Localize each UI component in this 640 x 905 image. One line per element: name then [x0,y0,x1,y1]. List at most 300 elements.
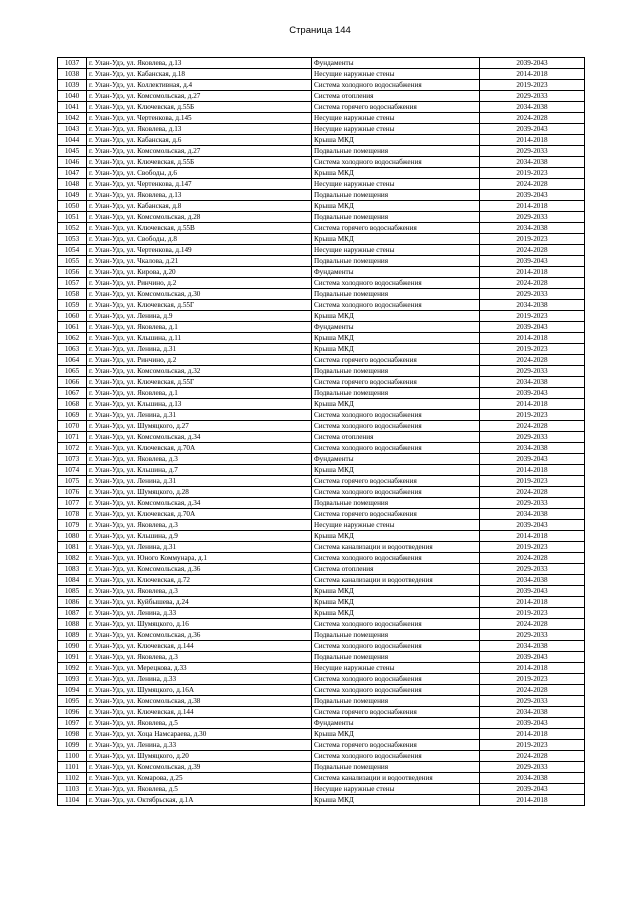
house-address-cell: г. Улан-Удэ, ул. Комсомольская, д.34 [87,432,312,443]
table-row [58,641,585,652]
row-number-cell: 1040 [58,91,87,102]
house-address-cell: г. Улан-Удэ, ул. Ключевская, д.55Г [87,377,312,388]
row-number-cell: 1047 [58,168,87,179]
house-address-cell: г. Улан-Удэ, ул. Комсомольская, д.27 [87,91,312,102]
repair-period-cell: 2039-2043 [480,190,585,201]
repair-period-cell: 2034-2038 [480,157,585,168]
row-number-cell: 1044 [58,135,87,146]
repair-period-cell: 2014-2018 [480,531,585,542]
registry-table [57,57,585,806]
house-address-cell: г. Улан-Удэ, ул. Кльшина, д.11 [87,333,312,344]
table-row [58,201,585,212]
repair-period-cell: 2024-2028 [480,619,585,630]
repair-period-cell: 2014-2018 [480,201,585,212]
repair-period-cell: 2029-2033 [480,91,585,102]
structural-element-cell: Крыша МКД [312,201,480,212]
table-row [58,311,585,322]
structural-element-cell: Крыша МКД [312,795,480,806]
row-number-cell: 1081 [58,542,87,553]
table-row [58,58,585,69]
repair-period-cell: 2019-2023 [480,234,585,245]
repair-period-cell: 2019-2023 [480,80,585,91]
table-row [58,421,585,432]
repair-period-cell: 2039-2043 [480,586,585,597]
table-row [58,509,585,520]
structural-element-cell: Система горячего водоснабжения [312,377,480,388]
structural-element-cell: Фундаменты [312,454,480,465]
table-row [58,300,585,311]
house-address-cell: г. Улан-Удэ, ул. Свободы, д.8 [87,234,312,245]
house-address-cell: г. Улан-Удэ, ул. Яковлева, д.13 [87,58,312,69]
row-number-cell: 1054 [58,245,87,256]
row-number-cell: 1091 [58,652,87,663]
table-row [58,795,585,806]
table-row [58,707,585,718]
structural-element-cell: Крыша МКД [312,729,480,740]
row-number-cell: 1080 [58,531,87,542]
house-address-cell: г. Улан-Удэ, ул. Шумяцкого, д.16 [87,619,312,630]
structural-element-cell: Крыша МКД [312,168,480,179]
table-row [58,190,585,201]
house-address-cell: г. Улан-Удэ, ул. Чертенкова, д.149 [87,245,312,256]
house-address-cell: г. Улан-Удэ, ул. Чертенкова, д.147 [87,179,312,190]
page-title: Страница 144 [289,25,351,36]
repair-period-cell: 2039-2043 [480,718,585,729]
row-number-cell: 1067 [58,388,87,399]
table-row [58,289,585,300]
table-row [58,652,585,663]
structural-element-cell: Система холодного водоснабжения [312,641,480,652]
repair-period-cell: 2024-2028 [480,278,585,289]
house-address-cell: г. Улан-Удэ, ул. Комсомольская, д.34 [87,498,312,509]
repair-period-cell: 2024-2028 [480,113,585,124]
row-number-cell: 1050 [58,201,87,212]
house-address-cell: г. Улан-Удэ, ул. Шумяцкого, д.16А [87,685,312,696]
house-address-cell: г. Улан-Удэ, ул. Ключевская, д.144 [87,707,312,718]
house-address-cell: г. Улан-Удэ, ул. Чертенкова, д.145 [87,113,312,124]
row-number-cell: 1104 [58,795,87,806]
row-number-cell: 1085 [58,586,87,597]
repair-period-cell: 2014-2018 [480,333,585,344]
house-address-cell: г. Улан-Удэ, ул. Кльшина, д.7 [87,465,312,476]
repair-period-cell: 2019-2023 [480,674,585,685]
row-number-cell: 1090 [58,641,87,652]
row-number-cell: 1103 [58,784,87,795]
repair-period-cell: 2019-2023 [480,168,585,179]
table-row [58,663,585,674]
structural-element-cell: Крыша МКД [312,597,480,608]
structural-element-cell: Система горячего водоснабжения [312,740,480,751]
table-row [58,113,585,124]
structural-element-cell: Система канализации и водоотведения [312,575,480,586]
repair-period-cell: 2014-2018 [480,465,585,476]
house-address-cell: г. Улан-Удэ, ул. Яковлева, д.3 [87,454,312,465]
table-row [58,773,585,784]
table-row [58,586,585,597]
row-number-cell: 1092 [58,663,87,674]
row-number-cell: 1094 [58,685,87,696]
house-address-cell: г. Улан-Удэ, ул. Ленина, д.31 [87,410,312,421]
table-row [58,344,585,355]
table-row [58,366,585,377]
structural-element-cell: Система холодного водоснабжения [312,751,480,762]
row-number-cell: 1076 [58,487,87,498]
table-row [58,487,585,498]
row-number-cell: 1056 [58,267,87,278]
repair-period-cell: 2019-2023 [480,344,585,355]
repair-period-cell: 2019-2023 [480,311,585,322]
table-row [58,531,585,542]
house-address-cell: г. Улан-Удэ, ул. Ленина, д.33 [87,740,312,751]
repair-period-cell: 2034-2038 [480,773,585,784]
house-address-cell: г. Улан-Удэ, ул. Хоца Намсараева, д.30 [87,729,312,740]
house-address-cell: г. Улан-Удэ, ул. Яковлева, д.5 [87,784,312,795]
structural-element-cell: Подвальные помещения [312,388,480,399]
structural-element-cell: Система горячего водоснабжения [312,509,480,520]
house-address-cell: г. Улан-Удэ, ул. Кльшина, д.9 [87,531,312,542]
table-row [58,619,585,630]
structural-element-cell: Несущие наружные стены [312,69,480,80]
row-number-cell: 1059 [58,300,87,311]
row-number-cell: 1045 [58,146,87,157]
structural-element-cell: Система горячего водоснабжения [312,476,480,487]
table-row [58,762,585,773]
repair-period-cell: 2029-2033 [480,289,585,300]
row-number-cell: 1061 [58,322,87,333]
repair-period-cell: 2029-2033 [480,432,585,443]
house-address-cell: г. Улан-Удэ, ул. Ленина, д.31 [87,344,312,355]
row-number-cell: 1101 [58,762,87,773]
row-number-cell: 1058 [58,289,87,300]
house-address-cell: г. Улан-Удэ, ул. Яковлева, д.1 [87,322,312,333]
table-row [58,674,585,685]
repair-period-cell: 2034-2038 [480,223,585,234]
structural-element-cell: Фундаменты [312,718,480,729]
house-address-cell: г. Улан-Удэ, ул. Ключевская, д.55Б [87,102,312,113]
repair-period-cell: 2034-2038 [480,509,585,520]
repair-period-cell: 2024-2028 [480,179,585,190]
repair-period-cell: 2039-2043 [480,784,585,795]
table-row [58,69,585,80]
structural-element-cell: Система холодного водоснабжения [312,410,480,421]
table-row [58,718,585,729]
row-number-cell: 1052 [58,223,87,234]
house-address-cell: г. Улан-Удэ, ул. Октябрьская, д.1А [87,795,312,806]
structural-element-cell: Крыша МКД [312,531,480,542]
house-address-cell: г. Улан-Удэ, ул. Кирова, д.20 [87,267,312,278]
structural-element-cell: Система отопления [312,432,480,443]
row-number-cell: 1097 [58,718,87,729]
table-row [58,751,585,762]
row-number-cell: 1093 [58,674,87,685]
table-row [58,696,585,707]
house-address-cell: г. Улан-Удэ, ул. Свободы, д.6 [87,168,312,179]
structural-element-cell: Система холодного водоснабжения [312,300,480,311]
table-row [58,245,585,256]
structural-element-cell: Система горячего водоснабжения [312,355,480,366]
house-address-cell: г. Улан-Удэ, ул. Яковлева, д.1 [87,388,312,399]
house-address-cell: г. Улан-Удэ, ул. Ринчино, д.2 [87,355,312,366]
house-address-cell: г. Улан-Удэ, ул. Ленина, д.31 [87,542,312,553]
structural-element-cell: Несущие наружные стены [312,179,480,190]
row-number-cell: 1063 [58,344,87,355]
house-address-cell: г. Улан-Удэ, ул. Ключевская, д.72 [87,575,312,586]
table-row [58,256,585,267]
table-row [58,520,585,531]
row-number-cell: 1070 [58,421,87,432]
row-number-cell: 1051 [58,212,87,223]
structural-element-cell: Подвальные помещения [312,652,480,663]
table-row [58,432,585,443]
table-row [58,146,585,157]
row-number-cell: 1100 [58,751,87,762]
row-number-cell: 1099 [58,740,87,751]
house-address-cell: г. Улан-Удэ, ул. Кабанская, д.18 [87,69,312,80]
structural-element-cell: Подвальные помещения [312,630,480,641]
table-row [58,597,585,608]
structural-element-cell: Система холодного водоснабжения [312,674,480,685]
repair-period-cell: 2039-2043 [480,454,585,465]
structural-element-cell: Подвальные помещения [312,696,480,707]
structural-element-cell: Подвальные помещения [312,212,480,223]
row-number-cell: 1043 [58,124,87,135]
row-number-cell: 1062 [58,333,87,344]
house-address-cell: г. Улан-Удэ, ул. Комсомольская, д.36 [87,630,312,641]
row-number-cell: 1089 [58,630,87,641]
row-number-cell: 1073 [58,454,87,465]
row-number-cell: 1087 [58,608,87,619]
house-address-cell: г. Улан-Удэ, ул. Яковлева, д.3 [87,586,312,597]
structural-element-cell: Несущие наружные стены [312,113,480,124]
house-address-cell: г. Улан-Удэ, ул. Яковлева, д.13 [87,190,312,201]
house-address-cell: г. Улан-Удэ, ул. Комсомольская, д.36 [87,564,312,575]
repair-period-cell: 2034-2038 [480,443,585,454]
table-row [58,135,585,146]
row-number-cell: 1074 [58,465,87,476]
house-address-cell: г. Улан-Удэ, ул. Кльшина, д.13 [87,399,312,410]
repair-period-cell: 2039-2043 [480,520,585,531]
table-row [58,377,585,388]
repair-period-cell: 2024-2028 [480,685,585,696]
structural-element-cell: Несущие наружные стены [312,663,480,674]
repair-period-cell: 2014-2018 [480,69,585,80]
structural-element-cell: Подвальные помещения [312,146,480,157]
repair-period-cell: 2029-2033 [480,564,585,575]
row-number-cell: 1068 [58,399,87,410]
house-address-cell: г. Улан-Удэ, ул. Ленина, д.33 [87,674,312,685]
repair-period-cell: 2029-2033 [480,696,585,707]
table-row [58,322,585,333]
row-number-cell: 1037 [58,58,87,69]
structural-element-cell: Крыша МКД [312,333,480,344]
row-number-cell: 1077 [58,498,87,509]
table-row [58,454,585,465]
repair-period-cell: 2034-2038 [480,641,585,652]
structural-element-cell: Фундаменты [312,267,480,278]
repair-period-cell: 2014-2018 [480,135,585,146]
structural-element-cell: Система холодного водоснабжения [312,553,480,564]
structural-element-cell: Крыша МКД [312,135,480,146]
row-number-cell: 1096 [58,707,87,718]
table-row [58,498,585,509]
structural-element-cell: Крыша МКД [312,399,480,410]
table-row [58,168,585,179]
table-row [58,267,585,278]
repair-period-cell: 2024-2028 [480,751,585,762]
table-row [58,388,585,399]
structural-element-cell: Система горячего водоснабжения [312,707,480,718]
repair-period-cell: 2014-2018 [480,597,585,608]
row-number-cell: 1102 [58,773,87,784]
row-number-cell: 1065 [58,366,87,377]
house-address-cell: г. Улан-Удэ, ул. Ключевская, д.55Г [87,300,312,311]
table-row [58,784,585,795]
structural-element-cell: Подвальные помещения [312,498,480,509]
table-row [58,80,585,91]
table-row [58,608,585,619]
repair-period-cell: 2029-2033 [480,762,585,773]
repair-period-cell: 2014-2018 [480,729,585,740]
house-address-cell: г. Улан-Удэ, ул. Комсомольская, д.28 [87,212,312,223]
repair-period-cell: 2034-2038 [480,707,585,718]
structural-element-cell: Система холодного водоснабжения [312,157,480,168]
house-address-cell: г. Улан-Удэ, ул. Ринчино, д.2 [87,278,312,289]
repair-period-cell: 2024-2028 [480,355,585,366]
table-row [58,102,585,113]
row-number-cell: 1049 [58,190,87,201]
repair-period-cell: 2014-2018 [480,795,585,806]
row-number-cell: 1095 [58,696,87,707]
row-number-cell: 1098 [58,729,87,740]
house-address-cell: г. Улан-Удэ, ул. Куйбышева, д.24 [87,597,312,608]
house-address-cell: г. Улан-Удэ, ул. Яковлева, д.3 [87,652,312,663]
repair-period-cell: 2034-2038 [480,300,585,311]
row-number-cell: 1086 [58,597,87,608]
table-row [58,553,585,564]
row-number-cell: 1046 [58,157,87,168]
house-address-cell: г. Улан-Удэ, ул. Мерецкова, д.33 [87,663,312,674]
row-number-cell: 1084 [58,575,87,586]
row-number-cell: 1079 [58,520,87,531]
table-row [58,729,585,740]
house-address-cell: г. Улан-Удэ, ул. Яковлева, д.13 [87,124,312,135]
repair-period-cell: 2039-2043 [480,256,585,267]
house-address-cell: г. Улан-Удэ, ул. Ключевская, д.144 [87,641,312,652]
repair-period-cell: 2019-2023 [480,740,585,751]
row-number-cell: 1066 [58,377,87,388]
structural-element-cell: Система холодного водоснабжения [312,443,480,454]
repair-period-cell: 2019-2023 [480,542,585,553]
house-address-cell: г. Улан-Удэ, ул. Юного Коммунара, д.1 [87,553,312,564]
house-address-cell: г. Улан-Удэ, ул. Шумяцкого, д.28 [87,487,312,498]
repair-period-cell: 2039-2043 [480,58,585,69]
table-row [58,476,585,487]
row-number-cell: 1083 [58,564,87,575]
structural-element-cell: Крыша МКД [312,344,480,355]
house-address-cell: г. Улан-Удэ, ул. Комсомольская, д.30 [87,289,312,300]
row-number-cell: 1075 [58,476,87,487]
repair-period-cell: 2029-2033 [480,498,585,509]
row-number-cell: 1071 [58,432,87,443]
structural-element-cell: Система холодного водоснабжения [312,278,480,289]
structural-element-cell: Несущие наружные стены [312,520,480,531]
structural-element-cell: Система горячего водоснабжения [312,102,480,113]
table-row [58,564,585,575]
structural-element-cell: Система холодного водоснабжения [312,487,480,498]
repair-period-cell: 2024-2028 [480,245,585,256]
structural-element-cell: Фундаменты [312,322,480,333]
structural-element-cell: Крыша МКД [312,311,480,322]
house-address-cell: г. Улан-Удэ, ул. Комсомольская, д.27 [87,146,312,157]
repair-period-cell: 2024-2028 [480,487,585,498]
row-number-cell: 1088 [58,619,87,630]
repair-period-cell: 2029-2033 [480,212,585,223]
house-address-cell: г. Улан-Удэ, ул. Яковлева, д.5 [87,718,312,729]
repair-period-cell: 2019-2023 [480,410,585,421]
house-address-cell: г. Улан-Удэ, ул. Комсомольская, д.38 [87,696,312,707]
structural-element-cell: Несущие наружные стены [312,784,480,795]
row-number-cell: 1041 [58,102,87,113]
structural-element-cell: Крыша МКД [312,608,480,619]
structural-element-cell: Система горячего водоснабжения [312,223,480,234]
repair-period-cell: 2039-2043 [480,652,585,663]
table-row [58,91,585,102]
table-row [58,124,585,135]
structural-element-cell: Подвальные помещения [312,289,480,300]
repair-period-cell: 2014-2018 [480,399,585,410]
structural-element-cell: Подвальные помещения [312,762,480,773]
row-number-cell: 1078 [58,509,87,520]
structural-element-cell: Несущие наружные стены [312,245,480,256]
table-row [58,685,585,696]
row-number-cell: 1048 [58,179,87,190]
structural-element-cell: Фундаменты [312,58,480,69]
row-number-cell: 1060 [58,311,87,322]
repair-period-cell: 2029-2033 [480,146,585,157]
structural-element-cell: Система отопления [312,91,480,102]
row-number-cell: 1042 [58,113,87,124]
repair-period-cell: 2034-2038 [480,575,585,586]
house-address-cell: г. Улан-Удэ, ул. Ленина, д.31 [87,476,312,487]
repair-period-cell: 2024-2028 [480,421,585,432]
table-row [58,740,585,751]
table-row [58,223,585,234]
house-address-cell: г. Улан-Удэ, ул. Чкалова, д.21 [87,256,312,267]
structural-element-cell: Крыша МКД [312,234,480,245]
house-address-cell: г. Улан-Удэ, ул. Комарова, д.25 [87,773,312,784]
structural-element-cell: Система канализации и водоотведения [312,773,480,784]
table-row [58,575,585,586]
row-number-cell: 1069 [58,410,87,421]
structural-element-cell: Система холодного водоснабжения [312,685,480,696]
house-address-cell: г. Улан-Удэ, ул. Коллективная, д.4 [87,80,312,91]
table-row [58,399,585,410]
house-address-cell: г. Улан-Удэ, ул. Ключевская, д.70А [87,509,312,520]
table-row [58,443,585,454]
table-row [58,630,585,641]
table-row [58,355,585,366]
repair-period-cell: 2034-2038 [480,102,585,113]
row-number-cell: 1057 [58,278,87,289]
house-address-cell: г. Улан-Удэ, ул. Ключевская, д.55Б [87,157,312,168]
row-number-cell: 1038 [58,69,87,80]
repair-period-cell: 2029-2033 [480,630,585,641]
row-number-cell: 1055 [58,256,87,267]
repair-period-cell: 2039-2043 [480,124,585,135]
structural-element-cell: Подвальные помещения [312,256,480,267]
structural-element-cell: Несущие наружные стены [312,124,480,135]
structural-element-cell: Система холодного водоснабжения [312,619,480,630]
